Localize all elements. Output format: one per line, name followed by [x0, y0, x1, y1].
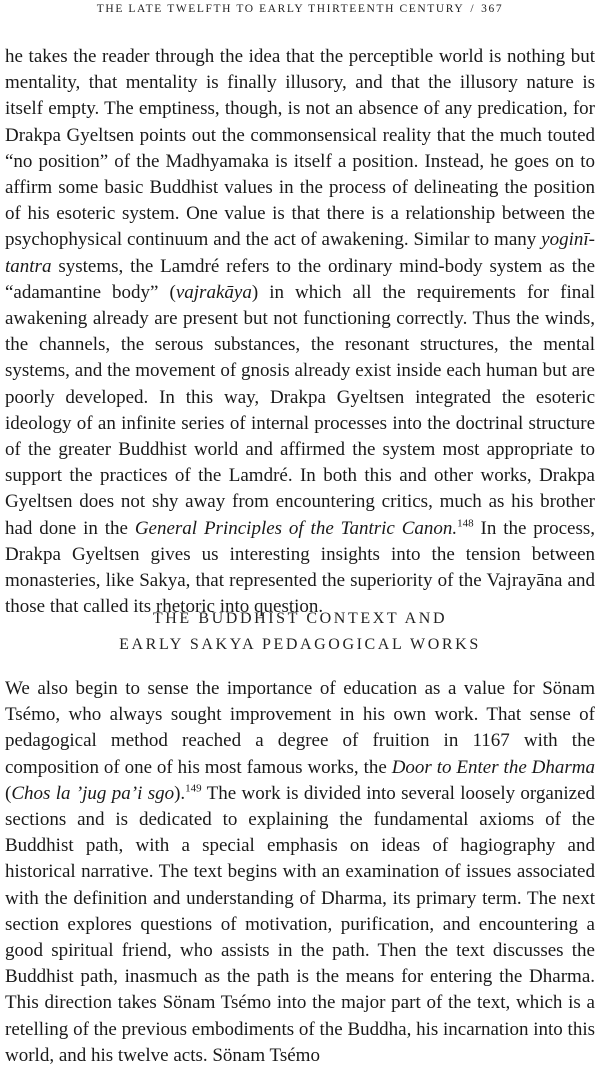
section-heading-line-1: THE BUDDHIST CONTEXT AND [152, 610, 448, 627]
footnote-marker: 149 [185, 782, 202, 795]
text-run: We also begin to sense the importance of education as a value for Sönam Tsémo, who always sought improvement in his own work. That sense of pedagogical method reached a degree of fruition in [5, 678, 595, 752]
paragraph-1 [5, 44, 595, 620]
text-run: he takes the reader through the idea that the perceptible world is nothing but mentality, that mentality is finally illusory, and that the illusory nature is itself empty. The emptiness, though, is not an absence of any predication, for Drakpa Gyeltsen points out the commonsensical reality that the much touted “no position” of the Madhyamaka is itself a position. Instead, he goes on to affirm some basic Buddhist values in the process of delineating the position of his esoteric system. One value is that there is a relationship between the psychophysical continuum and the act of awakening. Similar to many [5, 46, 595, 251]
text-run: ( [5, 782, 12, 804]
paragraph-1-text [5, 44, 595, 620]
italic-title: Chos la ’jug pa’i sgo [11, 782, 175, 804]
section-heading-line-2: EARLY SAKYA PEDAGOGICAL WORKS [119, 636, 481, 653]
italic-title: General Principles of the Tantric Canon. [134, 517, 458, 539]
running-head-title: THE LATE TWELFTH TO EARLY THIRTEENTH CENTURY [96, 3, 465, 15]
section-heading [0, 606, 600, 658]
text-run: with the composition of one of his most famous works, the [5, 730, 595, 778]
paragraph-2-text [5, 676, 595, 1069]
text-run: The work is divided into several loosely organized sections and is dedicated to explaining the fundamental axioms of the Buddhist path, with a special emphasis on ideas of hagiography and historical narrative. The text begins with an examination of issues associated with the definition and understanding of Dharma, its primary term. The next section explores questions of motivation, purification, and encountering a good spiritual friend, who assists in the path. Then the text discusses the Buddhist path, inasmuch as the path is the means for entering the Dharma. This direction takes Sönam Tsémo into the major part of the text, which is a retelling of the previous embodiments of the Buddha, his incarnation into this world, and his twelve acts. Sönam Tsémo [5, 782, 595, 1066]
text-run: ). [174, 782, 186, 804]
text-run: In the process, Drakpa Gyeltsen gives us interesting insights into the tension between monasteries, like Sakya, that represented the superiority of the Vajrayāna and those that called its rhetoric into question. [5, 517, 596, 618]
running-head-separator: / [470, 3, 476, 15]
italic-title: Door to Enter the Dharma [391, 756, 596, 778]
year: 1167 [472, 730, 510, 752]
page-number: 367 [481, 3, 504, 15]
text-run: ) in which all the requirements for final awakening already are present but not functioning correctly. Thus the winds, the channels, the serous substances, the resonant structures, the mental systems, and the movement of gnosis already exist inside each human but are poorly developed. In this way, Drakpa Gyeltsen integrated the esoteric ideology of an infinite series of internal processes into the doctrinal structure of the greater Buddhist world and affirmed the system most appropriate to support the practices of the Lamdré. In both this and other works, Drakpa Gyeltsen does not shy away from encountering critics, much as his brother had done in the [5, 281, 595, 539]
running-head [0, 3, 600, 15]
italic-term: vajrakāya [175, 281, 252, 303]
text-run: systems, the Lamdré refers to the ordinary mind-body system as the “adamantine body” ( [5, 255, 595, 303]
footnote-marker: 148 [457, 517, 474, 530]
paragraph-2 [5, 676, 595, 1069]
italic-term: yoginī-tantra [5, 229, 595, 277]
